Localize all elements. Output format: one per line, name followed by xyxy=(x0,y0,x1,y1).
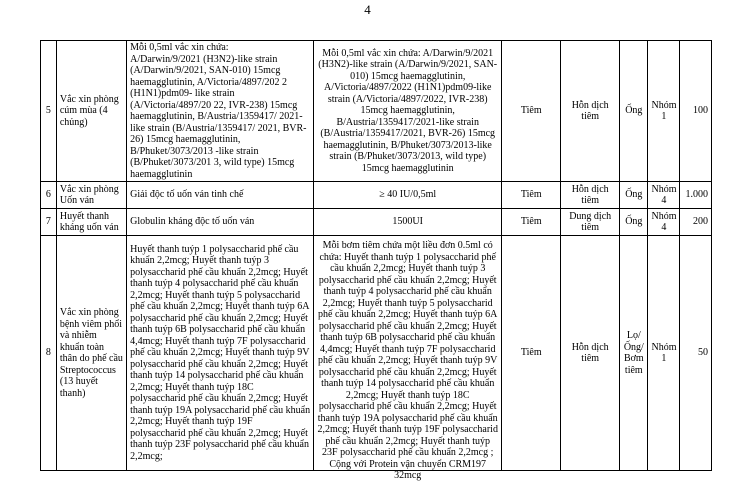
quantity: 200 xyxy=(680,209,712,236)
row-stt: 8 xyxy=(41,236,57,471)
group: Nhóm 4 xyxy=(648,209,680,236)
dosage-form: Hỗn dịch tiêm xyxy=(561,41,620,182)
specification: Mỗi 0,5ml vắc xin chứa: A/Darwin/9/2021 (H3N2)-like strain (A/Darwin/9/2021, SAN-010) 15mcg haemagglutinin, A/Victoria/4897/2022 (H1N1)pdm09-like strain (A/Victoria/4897/2022, IVR-238) 15mcg haemagglutinin, B/Austria/1359417/2021-like strain (B/Austria/1359417/2021, BVR-26) 15mcg haemagglutinin, B/Phuket/3073/2013-like strain (B/Phuket/3073/2013, wild type) 15mcg haemagglutinin xyxy=(314,41,502,182)
vaccine-name: Vắc xin phòng Uốn ván xyxy=(56,182,126,209)
page-number: 4 xyxy=(364,2,371,17)
composition: Mỗi 0,5ml vắc xin chứa: A/Darwin/9/2021 (H3N2)-like strain (A/Darwin/9/2021, SAN-010) 15mcg haemagglutinin, A/Victoria/4897/202 2 (H1N1)pdm09- like strain (A/Victoria/4897/20 22, IVR-238) 15mcg haemagglutinin, B/Austria/1359417/ 2021-like strain (B/Austria/1359417/ 2021, BVR-26) 15mcg haemagglutinin, B/Phuket/3073/2013 -like strain (B/Phuket/3073/201 3, wild type) 15mcg haemagglutinin xyxy=(127,41,314,182)
vaccine-name: Vắc xin phòng cúm mùa (4 chủng) xyxy=(56,41,126,182)
route: Tiêm xyxy=(502,209,561,236)
dosage-form: Hỗn dịch tiêm xyxy=(561,236,620,471)
route: Tiêm xyxy=(502,41,561,182)
vaccine-name: Vắc xin phòng bệnh viêm phổi và nhiễm khuẩn toàn thân do phế cầu Streptococcus (13 huyết thanh) xyxy=(56,236,126,471)
row-stt: 6 xyxy=(41,182,57,209)
specification: ≥ 40 IU/0,5ml xyxy=(314,182,502,209)
table-row xyxy=(41,182,712,209)
route: Tiêm xyxy=(502,182,561,209)
composition: Globulin kháng độc tố uốn ván xyxy=(127,209,314,236)
quantity: 50 xyxy=(680,236,712,471)
quantity: 100 xyxy=(680,41,712,182)
table-row xyxy=(41,236,712,471)
group: Nhóm 1 xyxy=(648,41,680,182)
vaccine-table xyxy=(40,40,712,481)
composition: Huyết thanh tuýp 1 polysaccharid phế cầu khuẩn 2,2mcg; Huyết thanh tuýp 3 polysaccharid phế cầu khuẩn 2,2mcg; Huyết thanh tuýp 4 polysaccharid phế cầu khuẩn 2,2mcg; Huyết thanh tuýp 5 polysaccharid phế cầu khuẩn 2,2mcg; Huyết thanh tuýp 6A polysaccharid phế cầu khuẩn 2,2mcg; Huyết thanh tuýp 6B polysaccharid phế cầu khuẩn 4,4mcg; Huyết thanh tuýp 7F polysaccharid phế cầu khuẩn 2,2mcg; Huyết thanh tuýp 9V polysaccharid phế cầu khuẩn 2,2mcg; Huyết thanh tuýp 14 polysaccharid phế cầu khuẩn 2,2mcg; Huyết thanh tuýp 18C polysaccharid phế cầu khuẩn 2,2mcg; Huyết thanh tuýp 19A polysaccharid phế cầu khuẩn 2,2mcg; Huyết thanh tuýp 19F polysaccharid phế cầu khuẩn 2,2mcg; Huyết thanh tuýp 23F polysaccharid phế cầu khuẩn 2,2mcg; xyxy=(130,243,311,462)
group: Nhóm 4 xyxy=(648,182,680,209)
packaging: Ống xyxy=(620,41,648,182)
route: Tiêm xyxy=(502,236,561,471)
composition: Giải độc tố uốn ván tinh chế xyxy=(127,182,314,209)
packaging: Ống xyxy=(620,182,648,209)
packaging: Lọ/ Ống/ Bơm tiêm xyxy=(620,236,648,471)
dosage-form: Hỗn dịch tiêm xyxy=(561,182,620,209)
group: Nhóm 1 xyxy=(648,236,680,471)
row-stt: 7 xyxy=(41,209,57,236)
table-row xyxy=(41,209,712,236)
row-stt: 5 xyxy=(41,41,57,182)
quantity: 1.000 xyxy=(680,182,712,209)
packaging: Ống xyxy=(620,209,648,236)
table-row xyxy=(41,41,712,182)
specification: 1500UI xyxy=(314,209,502,236)
dosage-form: Dung dịch tiêm xyxy=(561,209,620,236)
specification: Mỗi bơm tiêm chứa một liều đơn 0.5ml có chứa: Huyết thanh tuýp 1 polysaccharid phế cầu khuẩn 2,2mcg; Huyết thanh tuýp 3 polysaccharid phế cầu khuẩn 2,2mcg; Huyết thanh tuýp 4 polysaccharid phế cầu khuẩn 2,2mcg; Huyết thanh tuýp 5 polysaccharid phế cầu khuẩn 2,2mcg; Huyết thanh tuýp 6A polysaccharid phế cầu khuẩn 2,2mcg; Huyết thanh tuýp 6B polysaccharid phế cầu khuẩn 4,4mcg; Huyết thanh tuýp 7F polysaccharid phế cầu khuẩn 2,2mcg; Huyết thanh tuýp 9V polysaccharid phế cầu khuẩn 2,2mcg; Huyết thanh tuýp 14 polysaccharid phế cầu khuẩn 2,2mcg; Huyết thanh tuýp 18C polysaccharid phế cầu khuẩn 2,2mcg; Huyết thanh tuýp 19A polysaccharid phế cầu khuẩn 2,2mcg; Huyết thanh tuýp 19F polysaccharid phế cầu khuẩn 2,2mcg; Huyết thanh tuýp 23F polysaccharid phế cầu khuẩn 2,2mcg ; Cộng với Protein vận chuyển CRM197 32mcg xyxy=(317,240,498,481)
vaccine-name: Huyết thanh kháng uốn ván xyxy=(56,209,126,236)
